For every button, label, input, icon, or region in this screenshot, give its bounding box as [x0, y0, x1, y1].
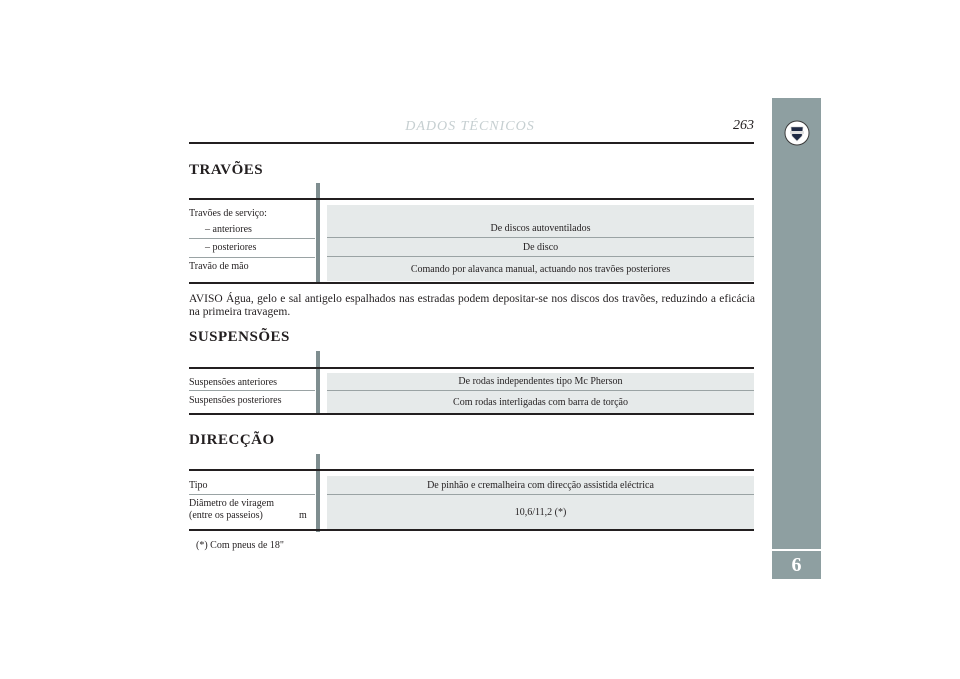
label-front-suspension: Suspensões anteriores	[189, 377, 278, 388]
running-header-title: DADOS TÉCNICOS	[405, 119, 535, 134]
value-rear-brakes: De disco	[327, 238, 754, 257]
table-top-rule	[189, 469, 754, 471]
table-top-rule	[189, 367, 754, 369]
row-rule	[189, 390, 315, 391]
value-front-brakes: De discos autoventilados	[327, 205, 754, 238]
label-turning-diameter-note: (entre os passeios)	[189, 510, 263, 521]
value-turning-diameter: 10,6/11,2 (*)	[327, 495, 754, 529]
value-hand-brake: Comando por alavanca manual, actuando nos travões posteriores	[327, 257, 754, 281]
chapter-number: 6	[791, 554, 802, 576]
label-hand-brake: Travão de mão	[189, 261, 249, 272]
label-front-brakes: – anteriores	[205, 224, 252, 235]
label-rear-brakes: – posteriores	[205, 242, 257, 253]
table-top-rule	[189, 198, 754, 200]
label-turning-diameter: Diâmetro de viragem	[189, 498, 274, 509]
value-rear-suspension: Com rodas interligadas com barra de torção	[327, 391, 754, 413]
table-bottom-rule	[189, 413, 754, 415]
table-divider-bar	[316, 351, 320, 415]
header-rule	[189, 142, 754, 144]
lancia-shield-icon	[784, 120, 810, 146]
page-number: 263	[733, 118, 754, 133]
label-steering-type: Tipo	[189, 480, 208, 491]
row-rule	[189, 494, 315, 495]
label-rear-suspension: Suspensões posteriores	[189, 395, 282, 406]
tab-separator-bottom	[772, 582, 821, 584]
row-rule	[189, 238, 315, 239]
tab-separator-top	[772, 549, 821, 551]
value-steering-type: De pinhão e cremalheira com direcção assistida eléctrica	[327, 476, 754, 495]
value-front-suspension: De rodas independentes tipo Mc Pherson	[327, 373, 754, 391]
tyre-footnote: (*) Com pneus de 18"	[196, 540, 284, 551]
section-title-steering: DIRECÇÃO	[189, 432, 275, 448]
table-divider-bar	[316, 454, 320, 532]
section-title-suspension: SUSPENSÕES	[189, 329, 290, 345]
row-rule	[189, 257, 315, 258]
brake-warning-text: AVISO Água, gelo e sal antigelo espalhados nas estradas podem depositar-se nos discos dos travões, reduzindo a eficácia na primeira travagem.	[189, 293, 755, 318]
table-bottom-rule	[189, 282, 754, 284]
label-service-brakes: Travões de serviço:	[189, 208, 267, 219]
section-title-brakes: TRAVÕES	[189, 162, 264, 178]
chapter-side-tab	[772, 98, 821, 579]
label-turning-unit: m	[299, 510, 307, 521]
table-bottom-rule	[189, 529, 754, 531]
